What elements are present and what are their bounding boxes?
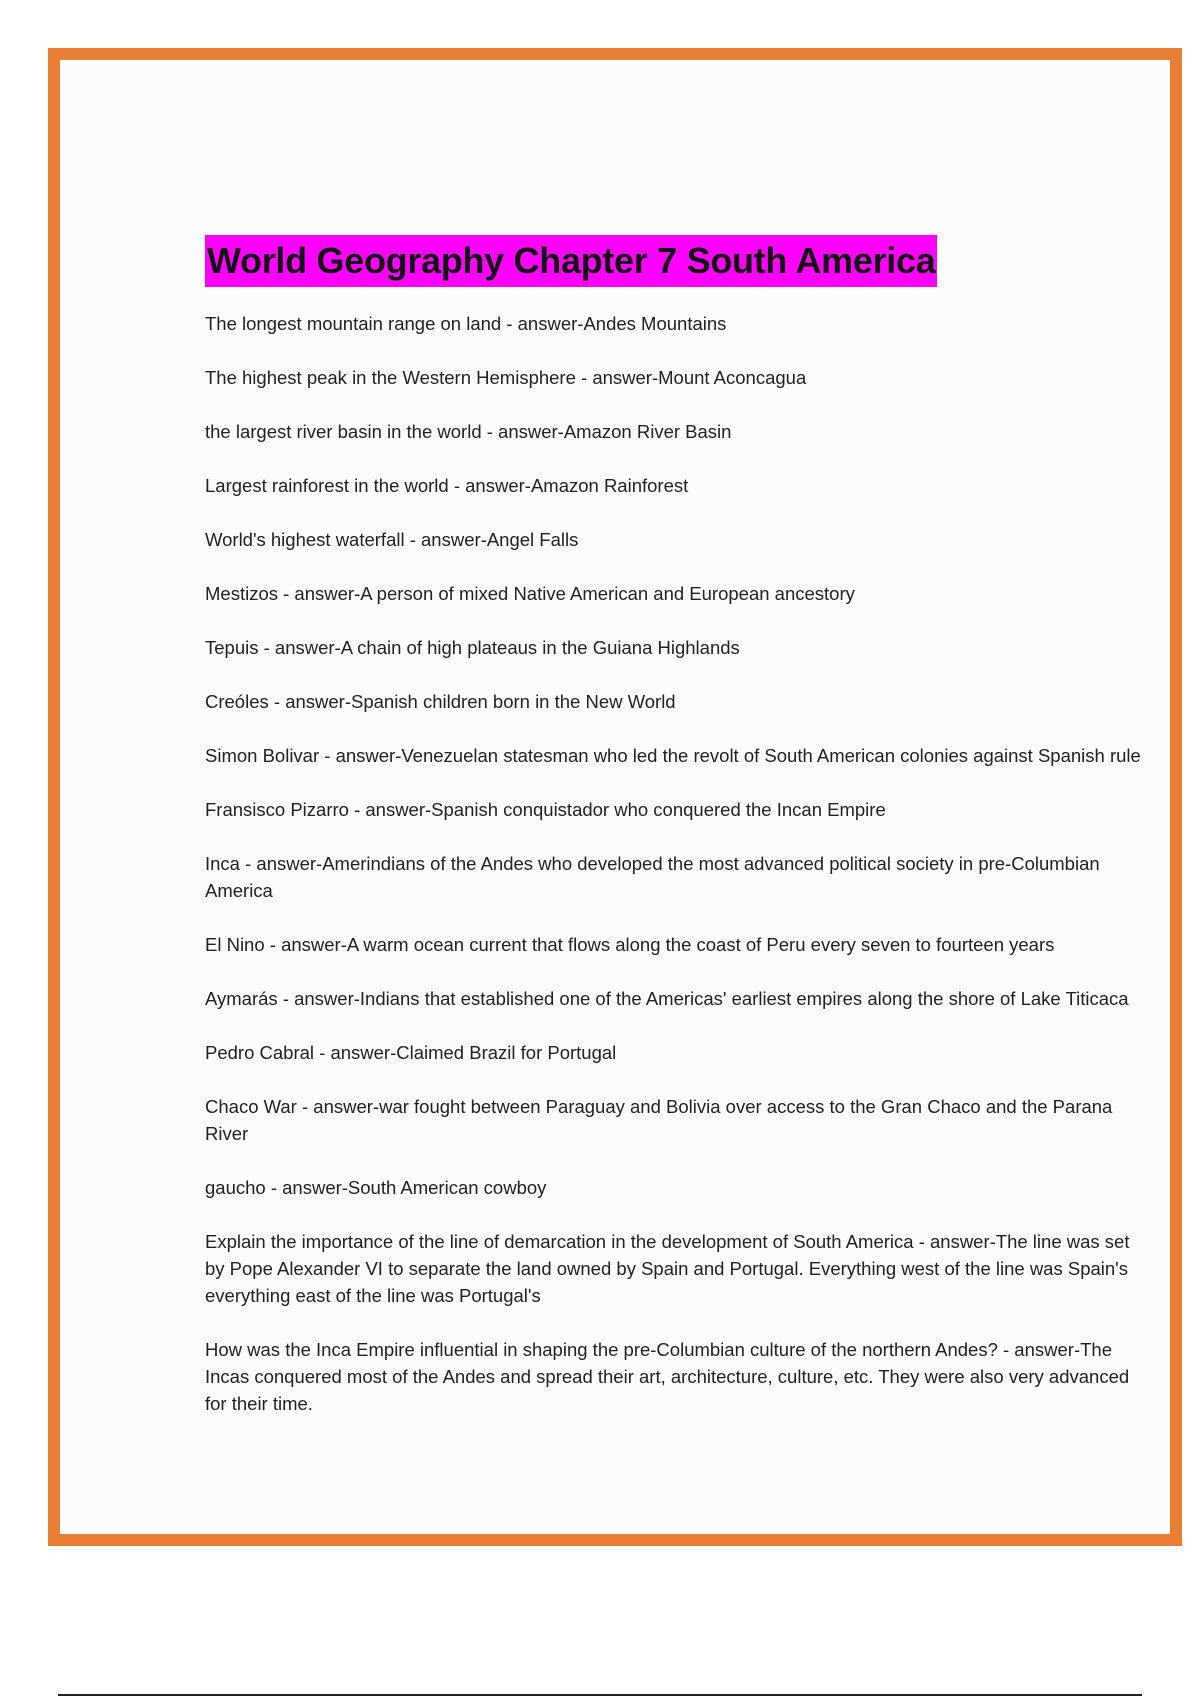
qa-item: Tepuis - answer-A chain of high plateaus in the Guiana Highlands (205, 637, 740, 658)
qa-item: Explain the importance of the line of demarcation in the development of South America - answer-The line was set by Pope Alexander VI to separate the land owned by Spain and Portugal. Everything west of the line was Spain's everything east of the line was Portugal's (205, 1231, 1130, 1306)
qa-item: How was the Inca Empire influential in shaping the pre-Columbian culture of the northern Andes? - answer-The Incas conquered most of the Andes and spread their art, architecture, culture, etc. They were also very advanced for their time. (205, 1339, 1130, 1414)
qa-item: Simon Bolivar - answer-Venezuelan statesman who led the revolt of South American colonies against Spanish rule (205, 745, 1141, 766)
qa-item: Aymarás - answer-Indians that established one of the Americas' earliest empires along the shore of Lake Titicaca (205, 988, 1129, 1009)
qa-item: Fransisco Pizarro - answer-Spanish conquistador who conquered the Incan Empire (205, 799, 886, 820)
qa-item: gaucho - answer-South American cowboy (205, 1177, 547, 1198)
qa-item: Mestizos - answer-A person of mixed Native American and European ancestory (205, 583, 855, 604)
qa-item: Pedro Cabral - answer-Claimed Brazil for Portugal (205, 1042, 617, 1063)
qa-item: World's highest waterfall - answer-Angel Falls (205, 529, 579, 550)
qa-item: The highest peak in the Western Hemisphere - answer-Mount Aconcagua (205, 367, 807, 388)
page-border-frame (48, 48, 1182, 1546)
document-title: World Geography Chapter 7 South America (205, 235, 937, 287)
qa-item: El Nino - answer-A warm ocean current that flows along the coast of Peru every seven to fourteen years (205, 934, 1055, 955)
qa-item: Creóles - answer-Spanish children born in the New World (205, 691, 676, 712)
qa-item: Largest rainforest in the world - answer-Amazon Rainforest (205, 475, 689, 496)
qa-item: Inca - answer-Amerindians of the Andes who developed the most advanced political society in pre-Columbian America (205, 853, 1100, 901)
footer-divider (58, 1694, 1142, 1696)
qa-item: the largest river basin in the world - answer-Amazon River Basin (205, 421, 732, 442)
qa-item: The longest mountain range on land - answer-Andes Mountains (205, 313, 727, 334)
document-content (205, 235, 1145, 1444)
qa-list (205, 310, 1145, 1417)
qa-item: Chaco War - answer-war fought between Paraguay and Bolivia over access to the Gran Chaco and the Parana River (205, 1096, 1113, 1144)
